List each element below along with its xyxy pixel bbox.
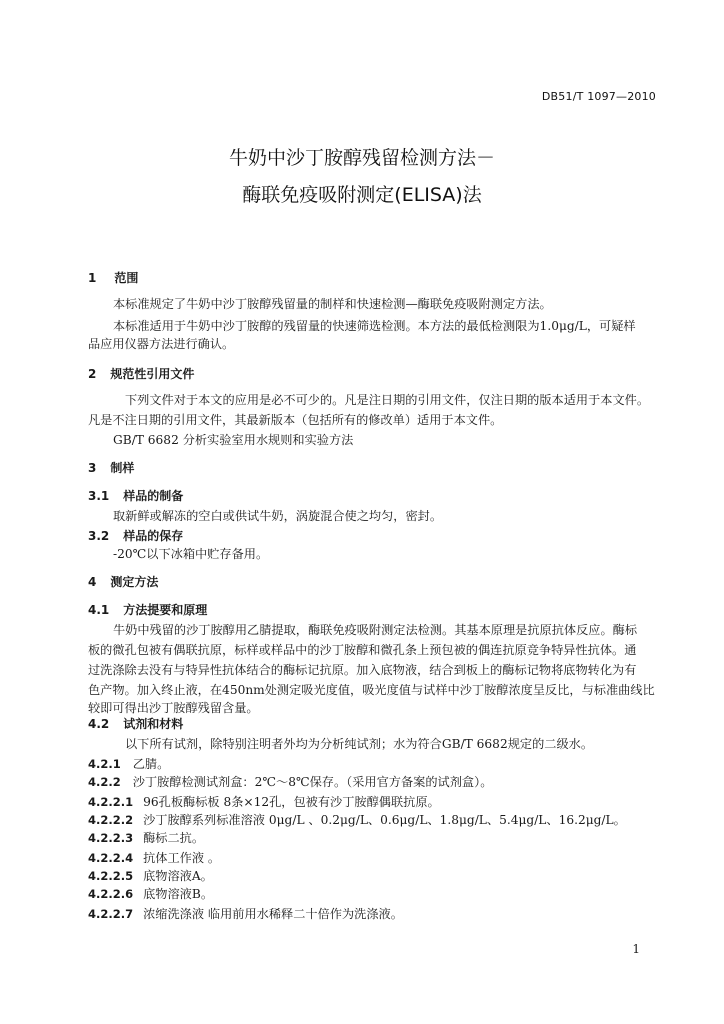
item-number: 4.2.2.2 (88, 813, 134, 827)
list-item (88, 830, 204, 846)
paragraph-line: 下列文件对于本文的应用是必不可少的。凡是注日期的引用文件，仅注日期的版本适用于本文件。 (125, 393, 650, 407)
item-text: 酶标二抗。 (143, 831, 205, 845)
paragraph-line: 过洗涤除去没有与特异性抗体结合的酶标记抗原。加入底物液，结合到板上的酶标记物将底物转化为有 (88, 663, 637, 677)
section-number: 1 (88, 271, 97, 285)
list-item (88, 906, 403, 922)
section-heading (88, 574, 158, 590)
list-item (88, 794, 440, 810)
list-item (88, 886, 213, 902)
item-text: 沙丁胺醇系列标准溶液 0μg/L 、0.2μg/L、0.6μg/L、1.8μg/L、5.4μg/L、16.2μg/L。 (143, 813, 626, 827)
subsection-title: 试剂和材料 (123, 717, 184, 731)
section-number: 2 (88, 367, 97, 381)
section-number: 3 (88, 461, 97, 475)
page-number: 1 (632, 942, 640, 956)
item-number: 4.2.2.6 (88, 887, 134, 901)
section-title: 测定方法 (110, 575, 159, 589)
section-heading (88, 460, 134, 476)
item-number: 4.2.2.7 (88, 907, 134, 921)
item-text: 96孔板酶标板 8条×12孔，包被有沙丁胺醇偶联抗原。 (143, 795, 440, 809)
item-text: 沙丁胺醇检测试剂盒：2℃～8℃保存。（采用官方备案的试剂盒）。 (132, 775, 493, 789)
item-text: 底物溶液B。 (143, 887, 214, 901)
reference-entry: GB/T 6682 分析实验室用水规则和实验方法 (113, 433, 354, 447)
item-number: 4.2.2 (88, 775, 121, 789)
section-number: 4 (88, 575, 97, 589)
subsection-heading (88, 602, 207, 618)
list-item (88, 868, 213, 884)
subsection-number: 3.1 (88, 489, 110, 503)
paragraph-line: 色产物。加入终止液，在450nm处测定吸光度值，吸光度值与试样中沙丁胺醇浓度呈反比，与标准曲线比 (88, 683, 655, 697)
subsection-heading (88, 716, 183, 732)
section-title: 规范性引用文件 (110, 367, 195, 381)
section-heading (88, 270, 138, 286)
paragraph-line: -20℃以下冰箱中贮存备用。 (113, 547, 269, 561)
paragraph-line: 凡是不注日期的引用文件，其最新版本（包括所有的修改单）适用于本文件。 (88, 413, 503, 427)
item-number: 4.2.2.4 (88, 851, 134, 865)
item-number: 4.2.1 (88, 757, 121, 771)
paragraph-line: 较即可得出沙丁胺醇残留含量。 (88, 701, 259, 715)
subsection-number: 4.1 (88, 603, 110, 617)
subsection-title: 方法提要和原理 (123, 603, 208, 617)
subsection-heading (88, 528, 183, 544)
list-item (88, 774, 492, 790)
list-item (88, 850, 220, 866)
standard-code: DB51/T 1097—2010 (541, 90, 656, 103)
paragraph-line: 牛奶中残留的沙丁胺醇用乙腈提取，酶联免疫吸附测定法检测。其基本原理是抗原抗体反应。酶标 (113, 623, 638, 637)
paragraph-line: 品应用仪器方法进行确认。 (88, 337, 235, 351)
document-title-line2: 酶联免疫吸附测定(ELISA)法 (242, 184, 482, 206)
subsection-heading (88, 488, 183, 504)
item-text: 底物溶液A。 (143, 869, 213, 883)
subsection-title: 样品的制备 (123, 489, 184, 503)
list-item (88, 756, 169, 772)
paragraph-line: 以下所有试剂，除特别注明者外均为分析纯试剂；水为符合GB/T 6682规定的二级水。 (125, 737, 594, 751)
subsection-number: 4.2 (88, 717, 110, 731)
paragraph-line: 取新鲜或解冻的空白或供试牛奶，涡旋混合使之均匀，密封。 (113, 509, 443, 523)
item-text: 抗体工作液 。 (143, 851, 221, 865)
paragraph-line: 板的微孔包被有偶联抗原，标样或样品中的沙丁胺醇和微孔条上预包被的偶连抗原竞争特异性抗体。通 (88, 643, 637, 657)
section-heading (88, 366, 194, 382)
paragraph-line: 本标准适用于牛奶中沙丁胺醇的残留量的快速筛选检测。本方法的最低检测限为1.0μg/L，可疑样 (113, 319, 636, 333)
item-text: 浓缩洗涤液 临用前用水稀释二十倍作为洗涤液。 (143, 907, 403, 921)
paragraph-line: 本标准规定了牛奶中沙丁胺醇残留量的制样和快速检测—酶联免疫吸附测定方法。 (113, 297, 552, 311)
item-number: 4.2.2.3 (88, 831, 134, 845)
section-title: 范围 (114, 271, 139, 285)
subsection-number: 3.2 (88, 529, 110, 543)
document-title-line1: 牛奶中沙丁胺醇残留检测方法－ (228, 147, 495, 169)
list-item (88, 812, 626, 828)
item-text: 乙腈。 (132, 757, 170, 771)
subsection-title: 样品的保存 (123, 529, 184, 543)
section-title: 制样 (110, 461, 135, 475)
item-number: 4.2.2.1 (88, 795, 134, 809)
item-number: 4.2.2.5 (88, 869, 134, 883)
